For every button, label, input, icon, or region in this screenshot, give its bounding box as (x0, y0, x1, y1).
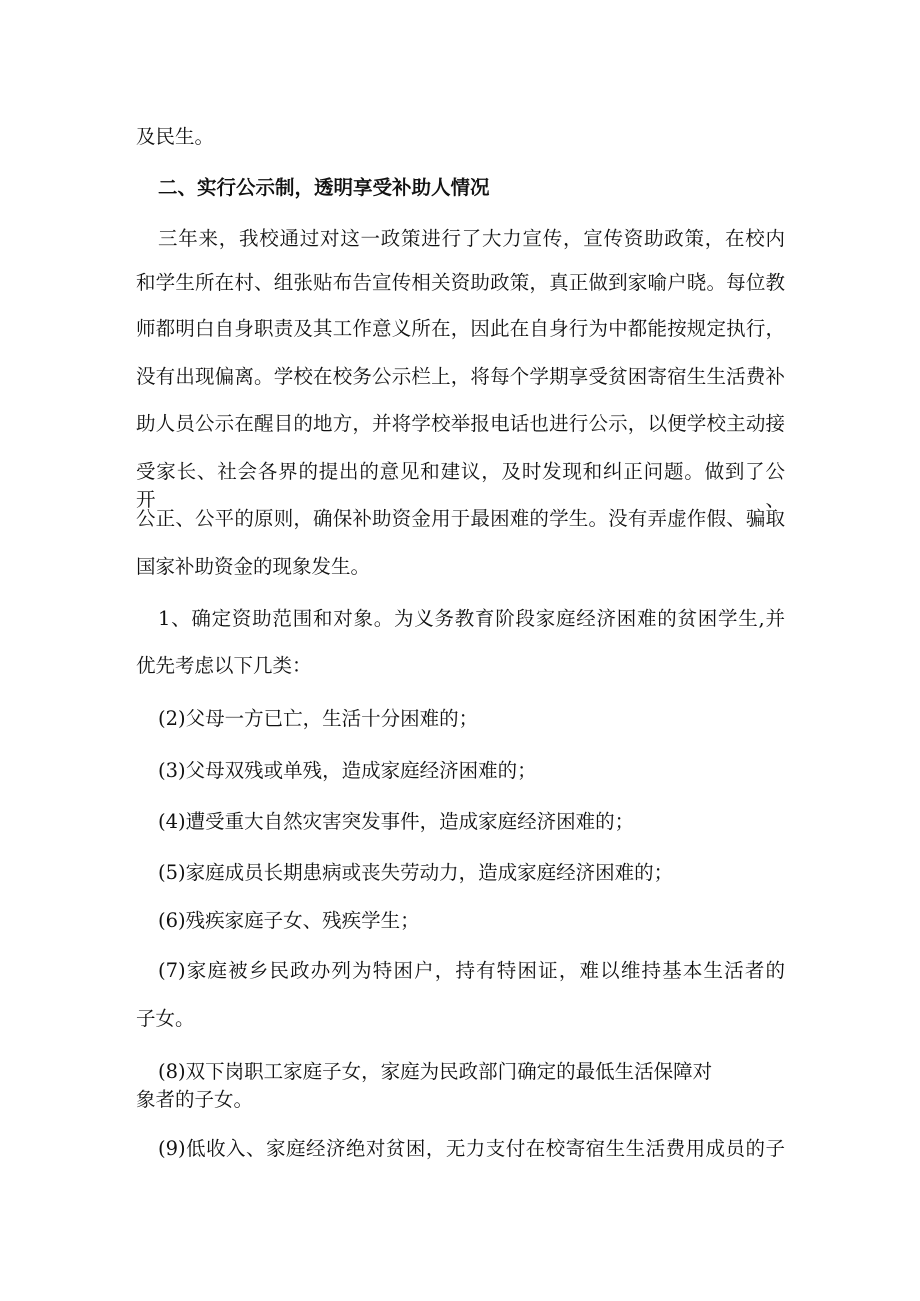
list-item-3: (3)父母双残或单残，造成家庭经济困难的； (158, 759, 537, 782)
list-item-7-cont: 子女。 (136, 1007, 195, 1030)
text-line-10: 国家补助资金的现象发生。 (136, 555, 371, 578)
text-line-8: 受家长、社会各界的提出的意见和建议，及时发现和纠正问题。做到了公开、 (136, 460, 785, 511)
text-line-4: 和学生所在村、组张贴布告宣传相关资助政策，真正做到家喻户晓。每位教 (136, 271, 785, 294)
text-line-3: 三年来，我校通过对这一政策进行了大力宣传，宣传资助政策，在校内 (158, 227, 785, 250)
list-item-9: (9)低收入、家庭经济绝对贫困，无力支付在校寄宿生生活费用成员的子 (158, 1137, 785, 1160)
text-line-7: 助人员公示在醒目的地方，并将学校举报电话也进行公示，以便学校主动接 (136, 412, 785, 435)
list-item-8: (8)双下岗职工家庭子女，家庭为民政部门确定的最低生活保障对 (158, 1060, 713, 1083)
list-item-6: (6)残疾家庭子女、残疾学生； (158, 909, 420, 932)
text-line-11: 1、确定资助范围和对象。为义务教育阶段家庭经济困难的贫困学生,并 (158, 607, 785, 630)
text-line-5: 师都明白自身职责及其工作意义所在，因此在自身行为中都能按规定执行， (136, 317, 785, 340)
list-item-7: (7)家庭被乡民政办列为特困户，持有特困证，难以维持基本生活者的 (158, 959, 785, 982)
list-item-4: (4)遭受重大自然灾害突发事件，造成家庭经济困难的； (158, 810, 635, 833)
list-item-5: (5)家庭成员长期患病或丧失劳动力，造成家庭经济困难的； (158, 861, 674, 884)
list-item-2: (2)父母一方已亡，生活十分困难的； (158, 707, 479, 730)
text-line-9: 公正、公平的原则，确保补助资金用于最困难的学生。没有弄虚作假、骗取 (136, 507, 785, 530)
text-line-1: 及民生。 (136, 125, 215, 148)
text-line-6: 没有出现偏离。学校在校务公示栏上，将每个学期享受贫困寄宿生生活费补 (136, 365, 785, 388)
list-item-8-cont: 象者的子女。 (136, 1088, 254, 1111)
section-heading: 二、实行公示制，透明享受补助人情况 (158, 176, 490, 199)
text-line-12: 优先考虑以下几类： (136, 654, 312, 677)
